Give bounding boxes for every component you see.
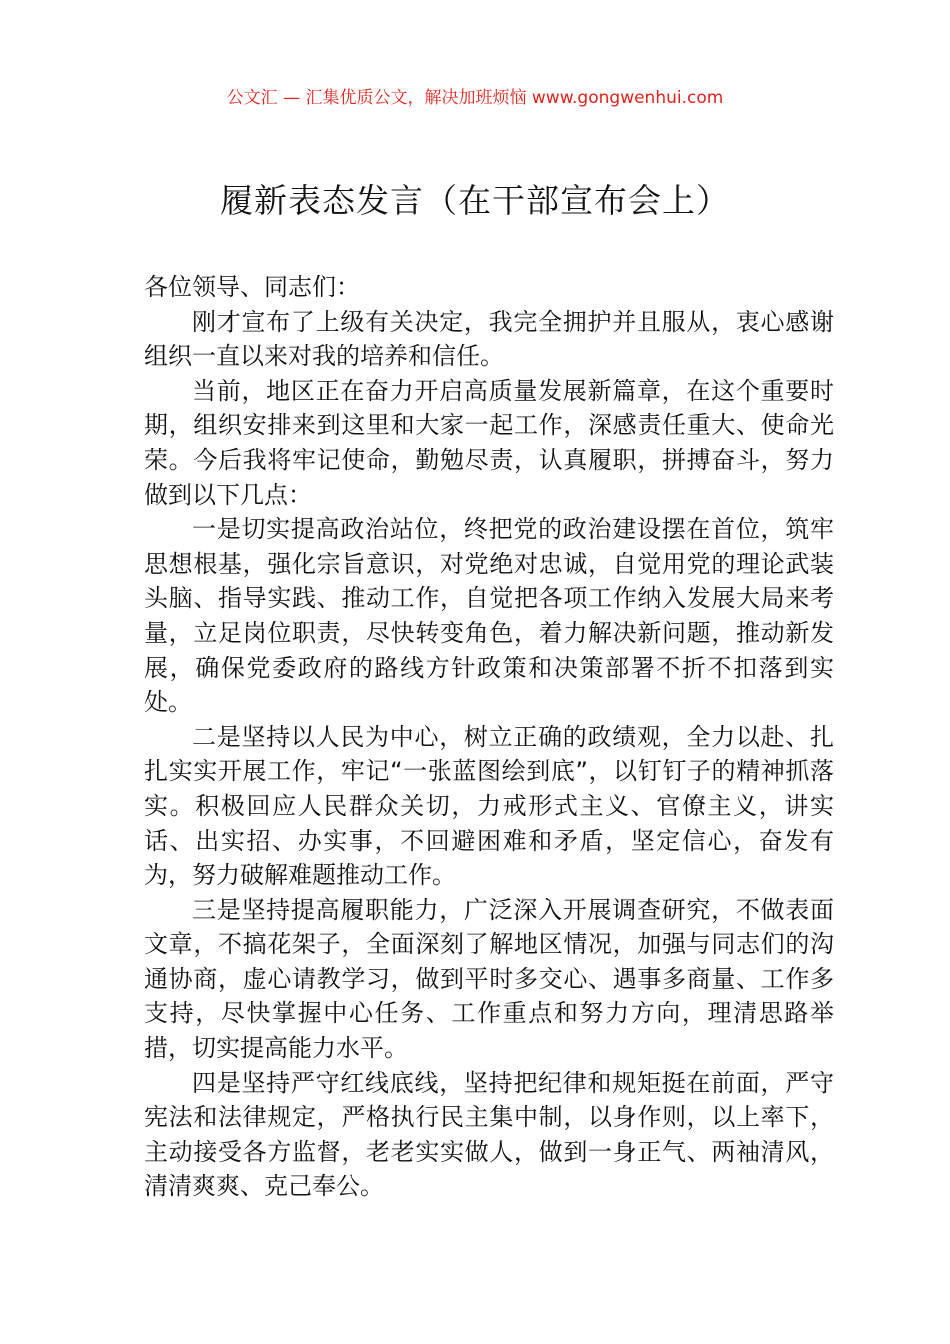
- paragraph-point-two: 二是坚持以人民为中心，树立正确的政绩观，全力以赴、扎扎实实开展工作，牢记“一张蓝图绘到底”，以钉钉子的精神抓落实。积极回应人民群众关切，力戒形式主义、官僚主义，讲实话、出实招、办实事，不回避困难和矛盾，坚定信心，奋发有为，努力破解难题推动工作。: [144, 722, 834, 890]
- paragraph-intro: 刚才宣布了上级有关决定，我完全拥护并且服从，衷心感谢组织一直以来对我的培养和信任。: [144, 307, 834, 371]
- paragraph-point-three: 三是坚持提高履职能力，广泛深入开展调查研究，不做表面文章，不搞花架子，全面深刻了解地区情况，加强与同志们的沟通协商，虚心请教学习，做到平时多交心、遇事多商量、工作多支持，尽快掌握中心任务、工作重点和努力方向，理清思路举措，切实提高能力水平。: [144, 895, 834, 1063]
- paragraph-point-four: 四是坚持严守红线底线，坚持把纪律和规矩挺在前面，严守宪法和法律规定，严格执行民主集中制，以身作则，以上率下，主动接受各方监督，老老实实做人，做到一身正气、两袖清风，清清爽爽、克己奉公。: [144, 1068, 834, 1201]
- salutation: 各位领导、同志们：: [144, 273, 360, 301]
- document-title: 履新表态发言（在干部宣布会上）: [220, 181, 730, 220]
- site-banner: 公文汇 — 汇集优质公文，解决加班烦恼 www.gongwenhui.com: [226, 88, 724, 108]
- paragraph-point-one: 一是切实提高政治站位，终把党的政治建设摆在首位，筑牢思想根基，强化宗旨意识，对党绝对忠诚，自觉用党的理论武装头脑、指导实践、推动工作，自觉把各项工作纳入发展大局来考量，立足岗位职责，尽快转变角色，着力解决新问题，推动新发展，确保党委政府的路线方针政策和决策部署不折不扣落到实处。: [144, 515, 834, 717]
- paragraph-context: 当前，地区正在奋力开启高质量发展新篇章，在这个重要时期，组织安排来到这里和大家一起工作，深感责任重大、使命光荣。今后我将牢记使命，勤勉尽责，认真履职，拼搏奋斗，努力做到以下几点：: [144, 376, 834, 509]
- document-body: [144, 270, 834, 1204]
